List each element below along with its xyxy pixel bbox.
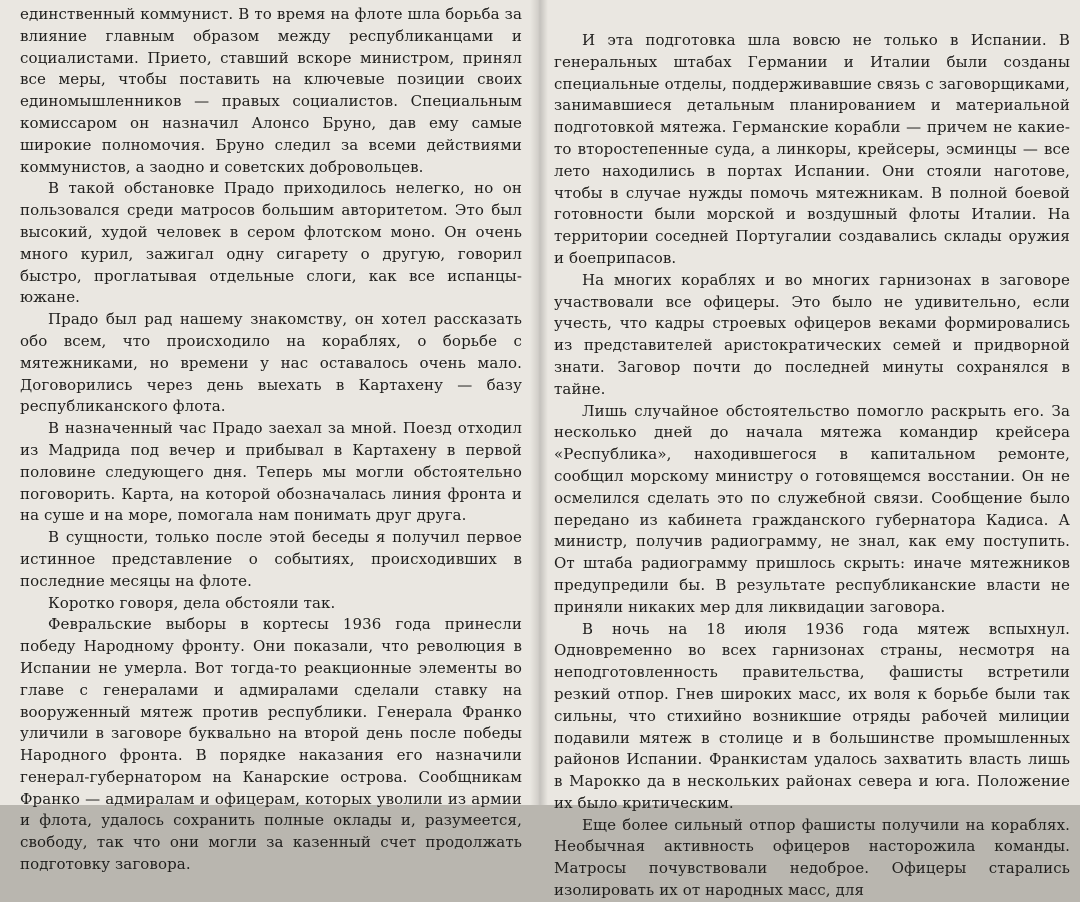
left-page: [0, 0, 538, 874]
paragraph: Прадо был рад нашему знакомству, он хотел рассказать обо всем, что происходило на кораблях, о борьбе с мятежниками, но времени у нас оставалось очень мало. Договорились через день выехать в Картахену — базу республиканского флота.: [20, 310, 522, 416]
paragraph: В сущности, только после этой беседы я получил первое истинное представление о событиях, происходивших в последние месяцы на флоте.: [20, 528, 522, 590]
paragraph: И эта подготовка шла вовсю не только в Испании. В генеральных штабах Германии и Италии были созданы специальные отделы, поддерживавшие связь с заговорщиками, занимавшиеся детальным планированием и материальной подготовкой мятежа. Германские корабли — причем не какие-то второстепенные суда, а линкоры, крейсеры, эсминцы — все лето находились в портах Испании. Они стояли наготове, чтобы в случае нужды помочь мятежникам. В полной боевой готовности были морской и воздушный флоты Италии. На территории соседней Португалии создавались склады оружия и боеприпасов.: [554, 31, 1070, 267]
paragraph: В ночь на 18 июля 1936 года мятеж вспыхнул. Одновременно во всех гарнизонах страны, несмотря на неподготовленность правительства, фашисты встретили резкий отпор. Гнев широких масс, их воля к борьбе были так сильны, что стихийно возникшие отряды рабочей милиции подавили мятеж в столице и в большинстве промышленных районов Испании. Франкистам удалось захватить власть лишь в Марокко да в нескольких районах севера и юга. Положение их было критическим.: [554, 619, 1070, 812]
paragraph: Лишь случайное обстоятельство помогло раскрыть его. За несколько дней до начала мятежа командир крейсера «Республика», находившегося в капитальном ремонте, сообщил морскому министру о готовящемся восстании. Он не осмелился сделать это по служебной связи. Сообщение было передано из кабинета гражданского губернатора Кадиса. А министр, получив радиограмму, не знал, как ему поступить. От штаба радиограмму пришлось скрыть: иначе мятежников предупредили бы. В результате республиканские власти не приняли никаких мер для ликвидации заговора.: [554, 401, 1070, 616]
paragraph: На многих кораблях и во многих гарнизонах в заговоре участвовали все офицеры. Это было не удивительно, если учесть, что кадры строевых офицеров веками формировались из представителей аристократических семей и придворной знати. Заговор почти до последней минуты сохранялся в тайне.: [554, 270, 1070, 398]
right-page-text: [554, 30, 1070, 902]
paragraph: Коротко говоря, дела обстояли так.: [48, 593, 336, 612]
paragraph: единственный коммунист. В то время на флоте шла борьба за влияние главным образом между республиканцами и социалистами. Прието, ставший вскоре министром, принял все меры, чтобы поставить на ключевые позиции своих единомышленников — правых социалистов. Специальным комиссаром он назначил Алонсо Бруно, дав ему самые широкие полномочия. Бруно следил за всеми действиями коммунистов, а заодно и советских добровольцев.: [20, 5, 522, 176]
paragraph: Февральские выборы в кортесы 1936 года принесли победу Народному фронту. Они показали, что революция в Испании не умерла. Вот тогда-то реакционные элементы во главе с генералами и адмиралами сделали ставку на вооруженный мятеж против республики. Генерала Франко уличили в заговоре буквально на второй день после победы Народного фронта. В порядке наказания его назначили генерал-губернатором на Канарские острова. Сообщникам Франко — адмиралам и офицерам, которых уволили из армии и флота, удалось сохранить полные оклады и, разумеется, свободу, так что они могли за казенный счет продолжать подготовку заговора.: [20, 615, 522, 874]
paragraph: В такой обстановке Прадо приходилось нелегко, но он пользовался среди матросов большим авторитетом. Это был высокий, худой человек в сером флотском моно. Он очень много курил, зажигал одну сигарету о другую, говорил быстро, проглатывая отдельные слоги, как все испанцы-южане.: [20, 179, 522, 307]
right-page: [538, 0, 1080, 900]
paragraph: В назначенный час Прадо заехал за мной. Поезд отходил из Мадрида под вечер и прибывал в Картахену в первой половине следующего дня. Теперь мы могли обстоятельно поговорить. Карта, на которой обозначалась линия фронта и на суше и на море, помогала нам понимать друг друга.: [20, 419, 522, 525]
paragraph: Еще более сильный отпор фашисты получили на кораблях. Необычная активность офицеров насторожила команды. Матросы почувствовали недоброе. Офицеры старались изолировать их от народных масс, для: [554, 815, 1070, 900]
left-page-text: [20, 4, 522, 876]
